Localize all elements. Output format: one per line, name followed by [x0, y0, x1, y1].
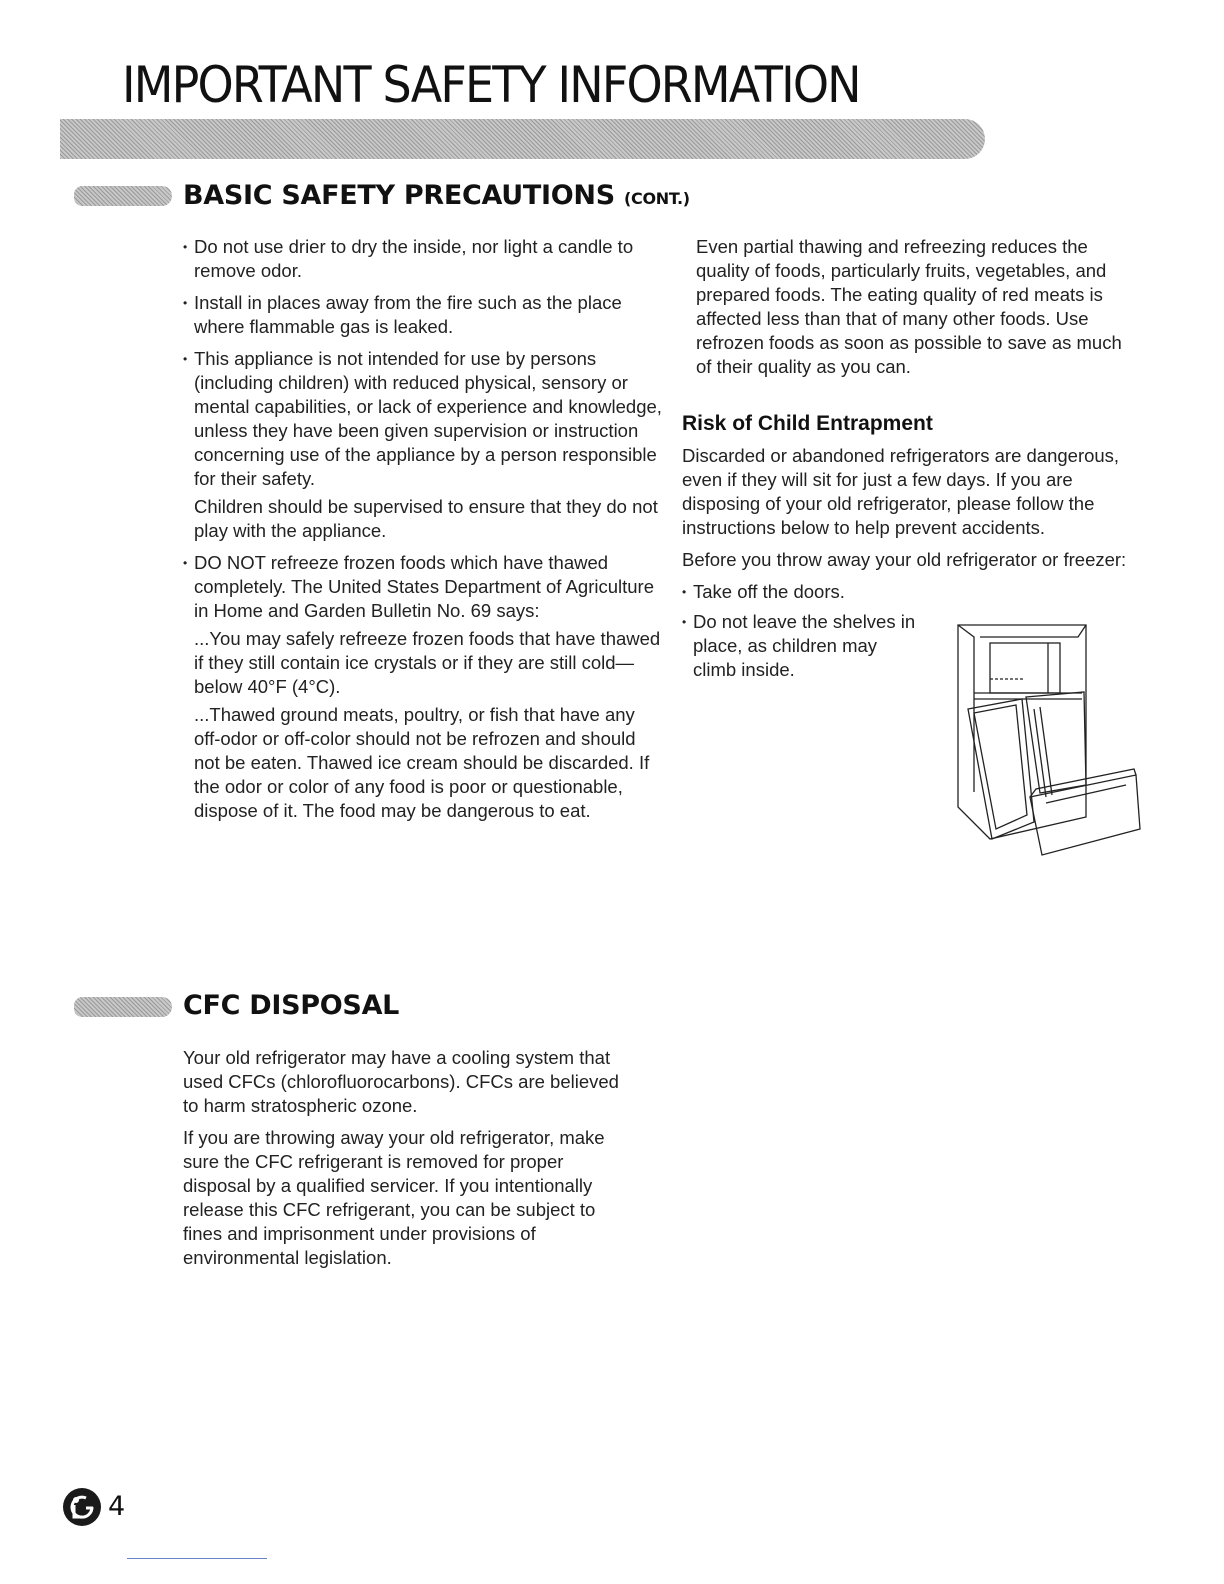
open-refrigerator-icon [950, 617, 1145, 859]
thawing-paragraph: Even partial thawing and refreezing reduces the quality of foods, particularly fruits, vegetables, and prepared foods. The eating quality of red meats is affected less than that of many other foods. Use refrozen foods as soon as possible to save as much of their quality as you can. [696, 236, 1122, 377]
heading-suffix: (CONT.) [623, 189, 690, 208]
list-item-continuation: Children should be supervised to ensure that they do not play with the appliance. [194, 496, 658, 541]
basic-left-column [183, 235, 663, 831]
section-tab-icon [74, 997, 172, 1017]
list-item: • DO NOT refreeze frozen foods which have thawed completely. The United States Department of Agriculture in Home and Garden Bulletin No. 69 says: [183, 551, 663, 623]
list-item: • This appliance is not intended for use by persons (including children) with reduced physical, sensory or mental capabilities, or lack of experience and knowledge, unless they have been given supervision or instruction concerning use of the appliance by a person responsible for their safety. [183, 347, 663, 491]
list-item: • Do not leave the shelves in place, as children may climb inside. [682, 610, 917, 682]
page-number: 4 [108, 1491, 126, 1522]
quote-paragraph: ...Thawed ground meats, poultry, or fish that have any off-odor or off-color should not be refrozen and should not be eaten. Thawed ice cream should be discarded. If the odor or color of any food is poor or questionable, dispose of it. The food may be dangerous to eat. [194, 704, 650, 821]
section-tab-icon [74, 186, 172, 206]
cfc-paragraph: Your old refrigerator may have a cooling system that used CFCs (chlorofluorocarbons). CFCs are believed to harm stratospheric ozone. [183, 1047, 619, 1116]
section-heading-basic: BASIC SAFETY PRECAUTIONS (CONT.) [183, 180, 690, 211]
lg-logo-icon [62, 1487, 102, 1527]
list-item: • Install in places away from the fire such as the place where flammable gas is leaked. [183, 291, 663, 339]
child-entrapment-heading: Risk of Child Entrapment [682, 412, 933, 435]
cfc-paragraph: If you are throwing away your old refrigerator, make sure the CFC refrigerant is removed for proper disposal by a qualified servicer. If you intentionally release this CFC refrigerant, you can be subject to fines and imprisonment under provisions of environmental legislation. [183, 1127, 605, 1268]
child-entrapment-paragraph: Before you throw away your old refrigerator or freezer: [682, 549, 1127, 570]
section-heading-cfc: CFC DISPOSAL [183, 990, 400, 1021]
cfc-column [183, 1046, 628, 1278]
quote-paragraph: ...You may safely refreeze frozen foods that have thawed if they still contain ice crystals or if they are still cold—below 40°F (4°C). [194, 628, 661, 697]
page-title: IMPORTANT SAFETY INFORMATION [122, 56, 860, 114]
title-band [60, 119, 985, 159]
basic-right-column [696, 235, 1136, 387]
child-entrapment-paragraph: Discarded or abandoned refrigerators are dangerous, even if they will sit for just a few days. If you are disposing of your old refrigerator, please follow the instructions below to help prevent accidents. [682, 445, 1120, 538]
footer-rule [127, 1558, 267, 1559]
list-item: • Take off the doors. [682, 580, 917, 604]
list-item: • Do not use drier to dry the inside, nor light a candle to remove odor. [183, 235, 663, 283]
